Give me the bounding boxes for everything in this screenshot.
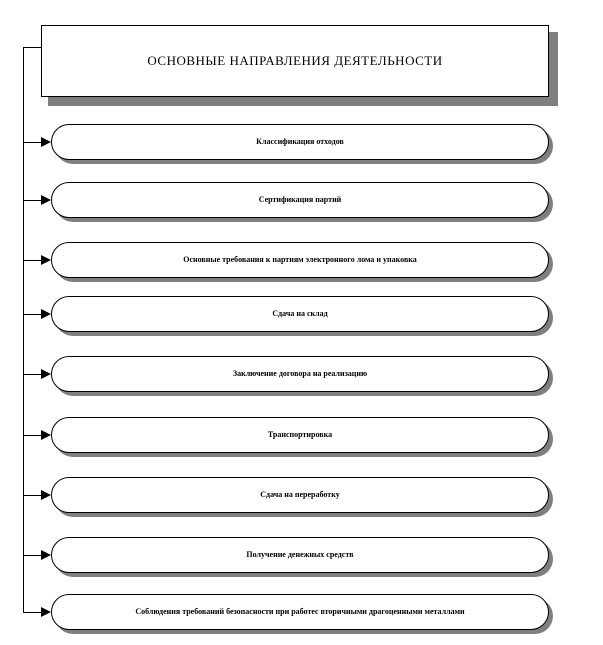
arrow-head-icon	[41, 309, 51, 319]
item-box	[51, 537, 549, 573]
item-label: Заключение договора на реализацию	[232, 369, 368, 378]
item-2	[0, 182, 603, 220]
item-label: Транспортировка	[267, 430, 333, 439]
item-label: Сертификация партий	[258, 195, 342, 204]
arrow-line	[23, 495, 43, 496]
item-box	[51, 594, 549, 630]
item-label-line-1: Соблюдения требований безопасности при работе	[135, 607, 315, 616]
item-8	[0, 537, 603, 575]
item-9	[0, 594, 603, 632]
arrow-head-icon	[41, 255, 51, 265]
item-3	[0, 242, 603, 280]
item-label: Сдача на переработку	[260, 490, 340, 499]
arrow-head-icon	[41, 430, 51, 440]
item-6	[0, 417, 603, 455]
arrow-head-icon	[41, 369, 51, 379]
item-label-line-2: с вторичными драгоценными металлами	[314, 607, 465, 616]
arrow-line	[23, 555, 43, 556]
item-label: Получение денежных средств	[246, 550, 354, 559]
item-7	[0, 477, 603, 515]
arrow-head-icon	[41, 195, 51, 205]
arrow-head-icon	[41, 490, 51, 500]
item-1	[0, 124, 603, 162]
item-box	[51, 182, 549, 218]
item-box	[51, 417, 549, 453]
arrow-line	[23, 435, 43, 436]
item-box	[51, 477, 549, 513]
arrow-line	[23, 260, 43, 261]
arrow-line	[23, 200, 43, 201]
arrow-head-icon	[41, 607, 51, 617]
item-5	[0, 356, 603, 394]
item-label: Классификация отходов	[256, 137, 344, 146]
arrow-head-icon	[41, 550, 51, 560]
arrow-line	[23, 374, 43, 375]
item-label: Основные требования к партиям электронного лома и упаковка	[183, 255, 417, 264]
arrow-line	[23, 142, 43, 143]
title-box	[41, 25, 549, 97]
item-box	[51, 124, 549, 160]
arrow-line	[23, 314, 43, 315]
diagram-title: ОСНОВНЫЕ НАПРАВЛЕНИЯ ДЕЯТЕЛЬНОСТИ	[147, 53, 443, 68]
item-box	[51, 356, 549, 392]
item-box	[51, 242, 549, 278]
item-4	[0, 296, 603, 334]
connector-top	[23, 47, 41, 48]
arrow-head-icon	[41, 137, 51, 147]
arrow-line	[23, 612, 43, 613]
item-box	[51, 296, 549, 332]
item-label: Сдача на склад	[272, 309, 328, 318]
